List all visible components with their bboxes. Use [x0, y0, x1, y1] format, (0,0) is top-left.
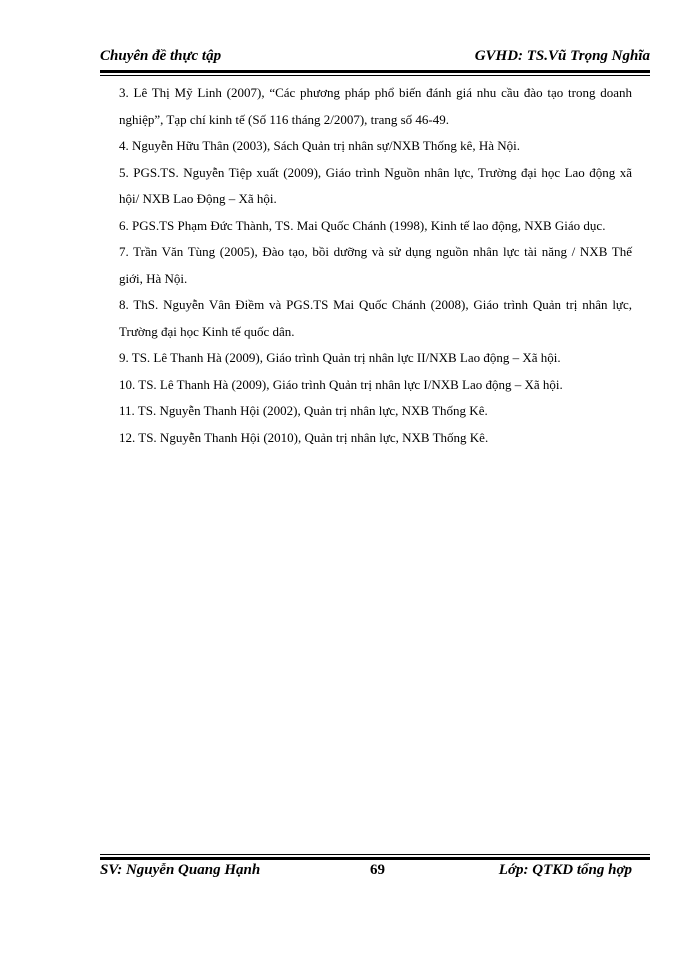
footer-class-name: Lớp: QTKD tổng hợp: [498, 862, 632, 878]
reference-item-10: 10. TS. Lê Thanh Hà (2009), Giáo trình Quản trị nhân lực I/NXB Lao động – Xã hội.: [119, 376, 563, 392]
header-rule-thick: [100, 70, 650, 73]
footer-rule-thick: [100, 857, 650, 860]
reference-item-11: 11. TS. Nguyễn Thanh Hội (2002), Quản trị nhân lực, NXB Thống Kê.: [119, 403, 488, 418]
reference-item-12: 12. TS. Nguyễn Thanh Hội (2010), Quản trị nhân lực, NXB Thống Kê.: [119, 429, 489, 445]
reference-item-9: 9. TS. Lê Thanh Hà (2009), Giáo trình Quản trị nhân lực II/NXB Lao động – Xã hội.: [119, 350, 561, 365]
page-footer: [100, 862, 650, 884]
reference-item-5: 5. PGS.TS. Nguyễn Tiệp xuất (2009), Giáo trình Nguồn nhân lực, Trường đại học Lao động xã hội/ NXB Lao Động – Xã hội.: [119, 164, 632, 206]
header-rule-thin: [100, 75, 650, 76]
footer-student-name: SV: Nguyễn Quang Hạnh: [100, 862, 261, 878]
reference-list: [119, 80, 632, 451]
header-supervisor: GVHD: TS.Vũ Trọng Nghĩa: [474, 48, 650, 64]
reference-item-4: 4. Nguyễn Hữu Thân (2003), Sách Quản trị nhân sự/NXB Thống kê, Hà Nội.: [119, 138, 521, 153]
reference-item-6: 6. PGS.TS Phạm Đức Thành, TS. Mai Quốc Chánh (1998), Kinh tế lao động, NXB Giáo dục.: [119, 217, 606, 233]
footer-rule-thin: [100, 854, 650, 855]
page-header: [100, 48, 650, 70]
reference-item-3: 3. Lê Thị Mỹ Linh (2007), “Các phương pháp phổ biến đánh giá nhu cầu đào tạo trong doanh nghiệp”, Tạp chí kinh tế (Số 116 tháng 2/2007), trang số 46-49.: [119, 85, 632, 127]
reference-item-8: 8. ThS. Nguyễn Vân Điềm và PGS.TS Mai Quốc Chánh (2008), Giáo trình Quản trị nhân lực, Trường đại học Kinh tế quốc dân.: [119, 297, 632, 339]
page-number: 69: [370, 862, 385, 878]
header-document-type: Chuyên đề thực tập: [100, 48, 222, 64]
reference-item-7: 7. Trần Văn Tùng (2005), Đào tạo, bồi dưỡng và sử dụng nguồn nhân lực tài năng / NXB Thế giới, Hà Nội.: [119, 244, 632, 286]
